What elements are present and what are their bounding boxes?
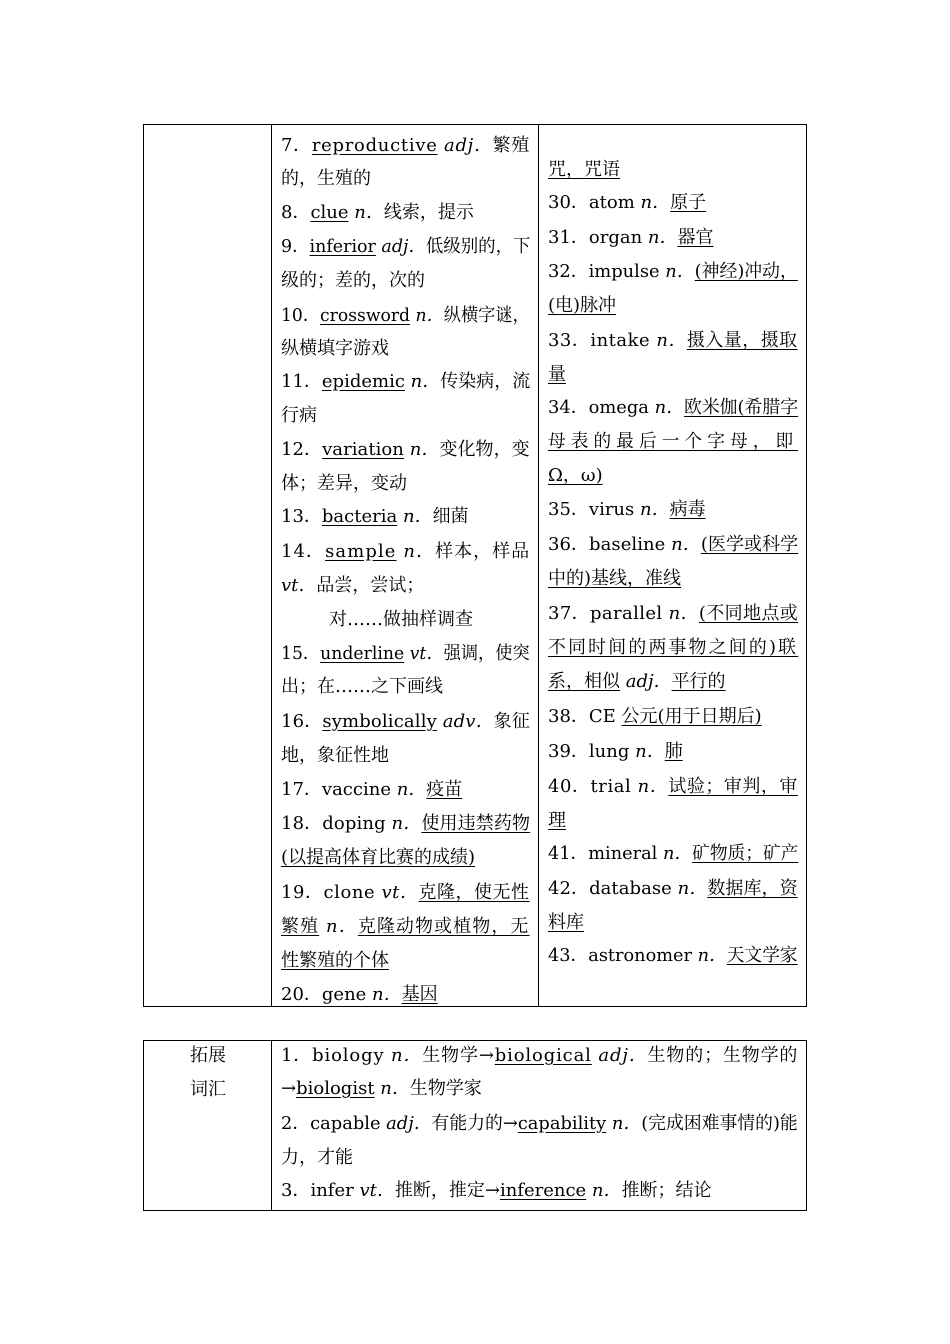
column-divider: [538, 125, 539, 1006]
vocab-line: [281, 916, 530, 938]
vocab-line: [548, 671, 726, 693]
part-of-speech: n．: [390, 779, 427, 800]
answer-word: 使用违禁药物: [421, 813, 531, 834]
vocab-text: 生物学→: [422, 1045, 495, 1066]
answer-word: capability: [517, 1113, 607, 1134]
vocab-line: [281, 236, 530, 258]
vocab-text: 8．: [281, 202, 311, 223]
vocab-text: 生物学家: [409, 1078, 482, 1099]
answer-word: epidemic: [321, 371, 405, 392]
vocab-line: [281, 575, 424, 597]
vocab-text: 变化物，变: [439, 439, 530, 460]
answer-word: 性繁殖的个体: [281, 950, 389, 971]
vocab-text: 的，生殖的: [281, 168, 371, 189]
answer-word: 系，相似: [548, 671, 620, 692]
vocab-line: [281, 202, 474, 224]
part-of-speech: vt．: [404, 643, 444, 664]
part-of-speech: vt．: [281, 575, 317, 596]
answer-word: biological: [494, 1045, 592, 1066]
section-label: [144, 1045, 272, 1101]
vocab-text: 线索，提示: [383, 202, 474, 223]
column-divider: [271, 125, 272, 1006]
vocab-line: [548, 878, 798, 900]
answer-word: (医学或科学: [700, 534, 799, 555]
vocab-line: [281, 643, 530, 665]
part-of-speech: n．: [657, 843, 693, 864]
vocab-text: 38．CE: [548, 706, 622, 727]
answer-word: 公元(用于日期后): [621, 706, 762, 727]
part-of-speech: n．: [404, 371, 441, 392]
vocab-line: [548, 945, 798, 967]
part-of-speech: n．: [631, 776, 669, 797]
vocab-line: [548, 843, 798, 865]
vocab-text: 41．mineral: [548, 843, 658, 864]
vocab-text: 细菌: [432, 506, 469, 527]
vocab-line: [281, 405, 317, 427]
part-of-speech: n．: [374, 1078, 410, 1099]
vocab-text: 出；在……之下画线: [281, 676, 443, 697]
vocab-line: [548, 159, 620, 181]
part-of-speech: adj．: [375, 236, 426, 257]
answer-word: 肺: [664, 741, 683, 762]
vocab-line: [548, 227, 714, 249]
answer-word: 咒，咒语: [548, 159, 620, 180]
vocab-line: [281, 882, 530, 904]
part-of-speech: n．: [410, 305, 444, 326]
vocab-text: 43．astronomer: [548, 945, 693, 966]
vocab-line: [548, 431, 798, 453]
vocab-line: [281, 270, 425, 292]
vocab-line: [281, 1180, 712, 1202]
part-of-speech: vt．: [353, 1180, 395, 1201]
vocab-line: [329, 609, 473, 631]
vocab-text: 10．: [281, 305, 321, 326]
vocab-text: 32．impulse: [548, 261, 660, 282]
vocab-text: 样本，样品: [435, 541, 531, 562]
vocab-line: [548, 741, 683, 763]
vocab-text: 15．: [281, 643, 321, 664]
answer-word: 欧米伽(希腊字: [683, 397, 799, 418]
section-label-line: 拓展: [190, 1045, 226, 1066]
vocab-line: [281, 473, 407, 495]
extension-vocabulary-table: [143, 1040, 807, 1211]
vocab-line: [548, 330, 798, 352]
answer-word: biologist: [296, 1078, 375, 1099]
vocab-line: [548, 810, 566, 832]
answer-word: 天文学家: [726, 945, 798, 966]
part-of-speech: adj．: [437, 135, 493, 156]
vocab-line: [548, 603, 798, 625]
vocab-line: [548, 776, 798, 798]
vocab-line: [548, 261, 798, 283]
vocab-text: 19．clone: [281, 882, 376, 903]
answer-word: inference: [499, 1180, 587, 1201]
part-of-speech: n．: [606, 1113, 642, 1134]
part-of-speech: n．: [397, 506, 433, 527]
vocab-line: [281, 813, 530, 835]
part-of-speech: n．: [366, 984, 402, 1005]
answer-word: 克隆动物或植物，无: [357, 916, 530, 937]
part-of-speech: n．: [642, 227, 678, 248]
vocab-text: 推断；结论: [621, 1180, 712, 1201]
answer-word: inferior: [309, 236, 376, 257]
vocab-text: 体；差异，变动: [281, 473, 407, 494]
vocab-line: [281, 676, 443, 698]
vocab-text: 品尝，尝试；: [316, 575, 425, 596]
answer-word: variation: [322, 439, 404, 460]
part-of-speech: adj．: [591, 1045, 648, 1066]
vocab-line: [281, 168, 371, 190]
vocab-line: [281, 1147, 353, 1169]
vocab-text: 推断，推定→: [394, 1180, 500, 1201]
part-of-speech: n．: [648, 397, 684, 418]
vocab-text: 13．: [281, 506, 322, 527]
vocab-text: 级的；差的，次的: [281, 270, 425, 291]
vocab-line: [548, 568, 681, 590]
answer-word: 母表的最后一个字母，即: [548, 431, 799, 452]
vocab-text: 37．parallel: [548, 603, 663, 624]
vocab-text: 纵横字谜，: [443, 305, 530, 326]
section-label-line: 词汇: [190, 1079, 226, 1100]
vocab-text: 16．: [281, 711, 323, 732]
vocab-text: 33．intake: [548, 330, 651, 351]
vocab-text: →: [281, 1078, 297, 1099]
part-of-speech: n．: [348, 202, 384, 223]
vocab-text: 35．virus: [548, 499, 635, 520]
part-of-speech: n．: [665, 534, 701, 555]
vocab-line: [548, 637, 798, 659]
answer-word: 中的)基线，准线: [548, 568, 682, 589]
vocab-text: (完成困难事情的)能: [641, 1113, 798, 1134]
vocab-text: 30．atom: [548, 192, 635, 213]
vocab-line: [281, 984, 438, 1006]
vocab-text: 纵横填字游戏: [281, 338, 389, 359]
part-of-speech: n．: [385, 813, 422, 834]
vocab-text: 14．: [281, 541, 326, 562]
answer-word: 平行的: [671, 671, 726, 692]
vocab-text: 传染病，流: [440, 371, 531, 392]
answer-word: 摄入量，摄取: [686, 330, 798, 351]
vocab-line: [281, 950, 389, 972]
answer-word: (电)脉冲: [548, 295, 617, 316]
vocab-text: 强调，使突: [443, 643, 530, 664]
vocab-line: [548, 397, 798, 419]
vocab-text: 9．: [281, 236, 310, 257]
answer-word: bacteria: [321, 506, 398, 527]
answer-word: 试验；审判，审: [668, 776, 798, 797]
vocab-text: 2．capable: [281, 1113, 381, 1134]
vocab-line: [281, 745, 389, 767]
vocab-text: 繁殖: [492, 135, 530, 156]
answer-word: clue: [310, 202, 349, 223]
vocab-text: 34．omega: [548, 397, 649, 418]
answer-word: (神经)冲动，: [694, 261, 798, 282]
answer-word: 疫苗: [426, 779, 463, 800]
vocab-text: 40．trial: [548, 776, 632, 797]
answer-word: underline: [320, 643, 405, 664]
vocab-line: [281, 847, 475, 869]
vocab-line: [548, 706, 762, 728]
vocab-text: 1．biology: [281, 1045, 385, 1066]
answer-word: 矿物质；矿产: [692, 843, 799, 864]
vocab-text: 18．doping: [281, 813, 386, 834]
vocab-line: [548, 192, 706, 214]
part-of-speech: n．: [650, 330, 687, 351]
vocab-text: 11．: [281, 371, 322, 392]
answer-word: (以提高体育比赛的成绩): [281, 847, 476, 868]
answer-word: 基因: [401, 984, 438, 1005]
vocab-line: [281, 135, 530, 157]
vocab-line: [281, 506, 469, 528]
vocab-text: 42．database: [548, 878, 672, 899]
vocab-text: 7．: [281, 135, 312, 156]
vocab-text: 36．baseline: [548, 534, 666, 555]
part-of-speech: n．: [662, 603, 699, 624]
vocab-text: 行病: [281, 405, 317, 426]
answer-word: 量: [548, 364, 566, 385]
answer-word: symbolically: [322, 711, 437, 732]
vocab-text: 20．gene: [281, 984, 367, 1005]
part-of-speech: adj．: [380, 1113, 432, 1134]
part-of-speech: n．: [634, 192, 671, 213]
part-of-speech: n．: [671, 878, 708, 899]
vocab-text: 3．infer: [281, 1180, 354, 1201]
answer-word: Ω，ω): [548, 465, 603, 486]
answer-word: 理: [548, 810, 566, 831]
answer-word: 数据库，资: [707, 878, 798, 899]
part-of-speech: n．: [396, 541, 436, 562]
answer-word: crossword: [320, 305, 411, 326]
vocab-line: [281, 305, 530, 327]
vocab-text: 地，象征性地: [281, 745, 389, 766]
part-of-speech: n．: [319, 916, 358, 937]
vocabulary-table: [143, 124, 807, 1007]
part-of-speech: n．: [634, 499, 670, 520]
vocab-line: [281, 1078, 482, 1100]
part-of-speech: n．: [659, 261, 695, 282]
vocab-line: [548, 912, 584, 934]
vocab-line: [281, 711, 530, 733]
part-of-speech: n．: [586, 1180, 622, 1201]
vocab-line: [548, 364, 566, 386]
vocab-text: 有能力的→: [431, 1113, 518, 1134]
vocab-line: [548, 534, 798, 556]
answer-word: sample: [325, 541, 397, 562]
vocab-line: [281, 338, 389, 360]
part-of-speech: n．: [692, 945, 727, 966]
part-of-speech: n．: [629, 741, 665, 762]
vocab-text: 对……做抽样调查: [329, 609, 473, 630]
part-of-speech: n．: [384, 1045, 423, 1066]
answer-word: 原子: [670, 192, 707, 213]
vocab-line: [548, 499, 706, 521]
vocab-line: [281, 371, 530, 393]
vocab-line: [281, 1045, 798, 1067]
answer-word: 料库: [548, 912, 584, 933]
vocab-line: [548, 465, 603, 487]
vocab-line: [281, 541, 530, 563]
answer-word: 繁殖: [281, 916, 320, 937]
answer-word: 器官: [677, 227, 714, 248]
vocab-text: 低级别的，下: [425, 236, 531, 257]
vocab-text: 象征: [493, 711, 531, 732]
vocab-line: [281, 1113, 798, 1135]
part-of-speech: adj．: [620, 671, 672, 692]
part-of-speech: adv．: [436, 711, 494, 732]
vocab-line: [281, 439, 530, 461]
answer-word: (不同地点或: [698, 603, 799, 624]
vocab-text: 39．lung: [548, 741, 630, 762]
vocab-text: 生物的；生物学的: [647, 1045, 799, 1066]
vocab-text: 力，才能: [281, 1147, 353, 1168]
vocab-text: 17．vaccine: [281, 779, 391, 800]
answer-word: reproductive: [311, 135, 438, 156]
answer-word: 不同时间的两事物之间的)联: [548, 637, 799, 658]
part-of-speech: vt．: [375, 882, 419, 903]
answer-word: 病毒: [669, 499, 706, 520]
part-of-speech: n．: [403, 439, 440, 460]
answer-word: 克隆，使无性: [418, 882, 530, 903]
vocab-text: 12．: [281, 439, 323, 460]
vocab-text: 31．organ: [548, 227, 643, 248]
vocab-line: [281, 779, 462, 801]
vocab-line: [548, 295, 616, 317]
